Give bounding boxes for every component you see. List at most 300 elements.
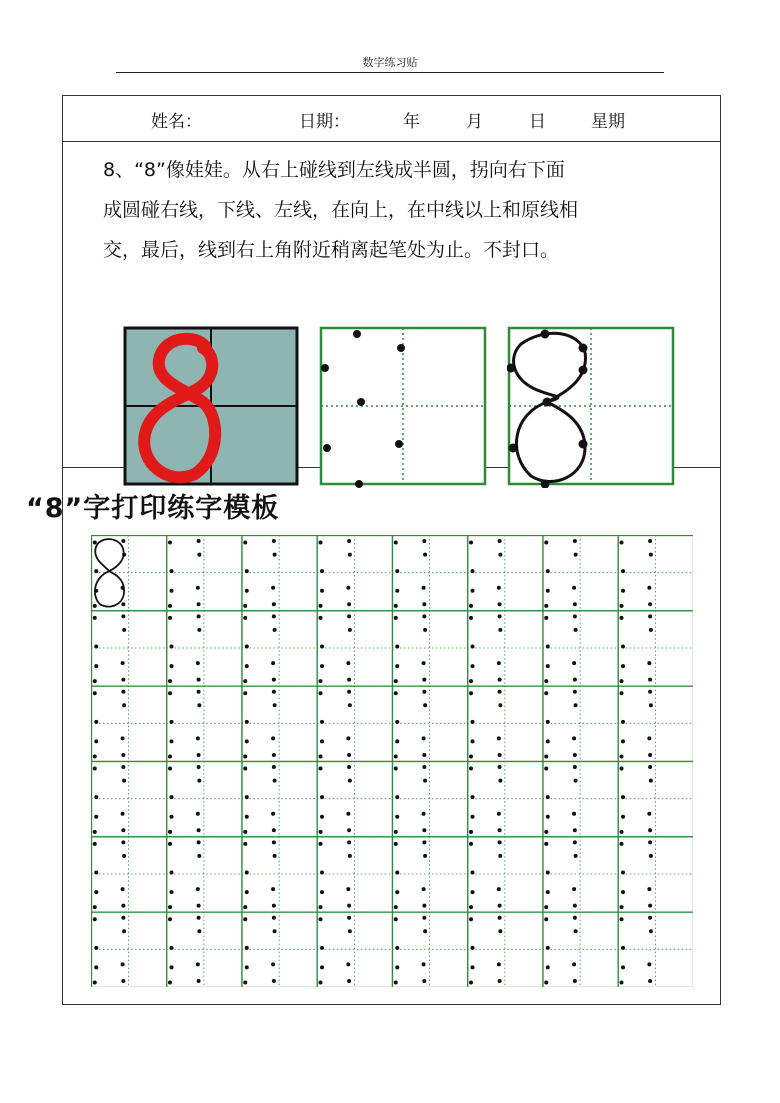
- guide-dot: [572, 962, 576, 966]
- guide-dot: [395, 720, 399, 724]
- guide-dot: [272, 904, 276, 908]
- demo-dot-guide: [319, 326, 495, 488]
- guide-dot: [648, 904, 652, 908]
- guide-dot: [621, 795, 625, 799]
- practice-cell: [167, 837, 242, 912]
- guide-dot: [121, 828, 125, 832]
- guide-dot: [620, 917, 624, 921]
- guide-dot: [423, 553, 427, 557]
- guide-dot: [168, 679, 172, 683]
- guide-dot: [621, 569, 625, 573]
- header-rule: [116, 72, 664, 73]
- guide-dot: [471, 965, 475, 969]
- guide-dot: [395, 870, 399, 874]
- guide-dot: [320, 644, 324, 648]
- guide-dot: [572, 812, 576, 816]
- guide-dot: [648, 539, 652, 543]
- guide-dot: [573, 753, 577, 757]
- guide-dot: [498, 916, 502, 920]
- guide-dot: [647, 887, 651, 891]
- guide-dot: [170, 569, 174, 573]
- guide-dot: [273, 628, 277, 632]
- guide-dot: [93, 754, 97, 758]
- instruction-text: [103, 150, 703, 270]
- guide-dot: [544, 905, 548, 909]
- guide-dot: [422, 736, 426, 740]
- guide-dot: [573, 678, 577, 682]
- guide-dot: [121, 661, 125, 665]
- guide-dot: [319, 830, 323, 834]
- guide-dot: [647, 736, 651, 740]
- guide-dot: [94, 965, 98, 969]
- practice-cell: [317, 686, 392, 761]
- guide-dot: [196, 962, 200, 966]
- guide-dot: [347, 678, 351, 682]
- guide-dot: [574, 703, 578, 707]
- guide-dot: [471, 870, 475, 874]
- guide-dot: [471, 795, 475, 799]
- guide-dot: [422, 765, 426, 769]
- guide-dot: [471, 739, 475, 743]
- practice-cell: [468, 536, 543, 611]
- guide-dot: [621, 644, 625, 648]
- guide-dot: [347, 614, 351, 618]
- practice-cell: [393, 611, 468, 686]
- practice-title: “8”字打印练字模板: [26, 493, 280, 524]
- guide-dot: [574, 779, 578, 783]
- guide-dot: [170, 870, 174, 874]
- practice-cell: [468, 837, 543, 912]
- guide-dot: [422, 887, 426, 891]
- guide-dot: [573, 539, 577, 543]
- guide-dot: [272, 678, 276, 682]
- guide-dot: [544, 754, 548, 758]
- guide-dot: [94, 664, 98, 668]
- guide-dot: [121, 678, 125, 682]
- guide-dot: [469, 541, 473, 545]
- guide-dot: [347, 765, 351, 769]
- guide-dot: [121, 736, 125, 740]
- guide-dot: [347, 979, 351, 983]
- guide-dot: [197, 753, 201, 757]
- guide-dot: [471, 664, 475, 668]
- guide-dot: [544, 604, 548, 608]
- guide-dot: [621, 890, 625, 894]
- guide-dot: [471, 815, 475, 819]
- guide-dot: [347, 690, 351, 694]
- guide-dot: [621, 870, 625, 874]
- guide-dot: [170, 739, 174, 743]
- guide-dot: [498, 614, 502, 618]
- guide-dot: [497, 661, 501, 665]
- guide-dot: [121, 962, 125, 966]
- guide-dot: [647, 812, 651, 816]
- guide-dot: [196, 887, 200, 891]
- day-label: 日: [529, 112, 546, 132]
- practice-cell: [317, 762, 392, 837]
- guide-dot: [621, 946, 625, 950]
- guide-dot: [348, 628, 352, 632]
- guide-dot: [395, 569, 399, 573]
- practice-cell: [242, 536, 317, 611]
- guide-dot: [394, 917, 398, 921]
- guide-dot: [121, 614, 125, 618]
- guide-dot: [572, 736, 576, 740]
- guide-dot: [546, 946, 550, 950]
- guide-dot: [395, 589, 399, 593]
- guide-dot: [621, 664, 625, 668]
- guide-dot: [471, 644, 475, 648]
- guide-dot: [94, 589, 98, 593]
- guide-dot: [649, 779, 653, 783]
- guide-dot: [395, 965, 399, 969]
- guide-dot: [394, 679, 398, 683]
- guide-dot: [272, 828, 276, 832]
- guide-dot: [544, 679, 548, 683]
- guide-dot: [243, 767, 247, 771]
- guide-dot: [469, 830, 473, 834]
- guide-dot: [347, 840, 351, 844]
- guide-dot: [170, 946, 174, 950]
- guide-dot: [319, 980, 323, 984]
- practice-cell: [543, 611, 618, 686]
- guide-dot: [272, 753, 276, 757]
- guide-dot: [469, 842, 473, 846]
- guide-dot: [573, 602, 577, 606]
- guide-dot: [546, 644, 550, 648]
- guide-dot: [319, 905, 323, 909]
- guide-dot: [121, 753, 125, 757]
- guide-dot: [121, 602, 125, 606]
- guide-dot: [168, 905, 172, 909]
- guide-dot: [243, 842, 247, 846]
- guide-dot: [395, 739, 399, 743]
- guide-dot: [422, 904, 426, 908]
- header-title: 数字练习贴: [362, 56, 418, 69]
- practice-cell: [468, 762, 543, 837]
- guide-dot: [422, 828, 426, 832]
- guide-dot: [572, 586, 576, 590]
- guide-dot: [620, 767, 624, 771]
- guide-dot: [197, 840, 201, 844]
- guide-dot: [422, 979, 426, 983]
- guide-dot: [121, 539, 125, 543]
- guide-dot: [94, 720, 98, 724]
- guide-dot: [93, 679, 97, 683]
- guide-dot: [273, 553, 277, 557]
- guide-dot: [243, 541, 247, 545]
- guide-dot: [168, 541, 172, 545]
- guide-dot: [93, 691, 97, 695]
- guide-dot: [544, 541, 548, 545]
- practice-cell: [167, 536, 242, 611]
- guide-dot: [394, 767, 398, 771]
- guide-dot: [168, 604, 172, 608]
- guide-dot: [469, 679, 473, 683]
- guide-dot: [498, 854, 502, 858]
- practice-cell: [393, 536, 468, 611]
- guide-dot: [197, 703, 201, 707]
- guide-dot: [319, 842, 323, 846]
- guide-dot: [319, 616, 323, 620]
- guide-dot: [197, 916, 201, 920]
- guide-dot: [121, 840, 125, 844]
- guide-dot: [245, 569, 249, 573]
- guide-dot: [319, 691, 323, 695]
- guide-dot: [395, 644, 399, 648]
- guide-dot: [346, 962, 350, 966]
- guide-dot: [394, 604, 398, 608]
- guide-dot: [94, 795, 98, 799]
- guide-dot: [168, 980, 172, 984]
- guide-dot: [271, 962, 275, 966]
- practice-cell: [242, 762, 317, 837]
- guide-dot: [394, 541, 398, 545]
- guide-dot: [93, 980, 97, 984]
- guide-dot: [620, 754, 624, 758]
- guide-dot: [243, 691, 247, 695]
- guide-dot: [544, 691, 548, 695]
- guide-dot: [544, 616, 548, 620]
- guide-dot: [573, 979, 577, 983]
- guide-dot: [498, 828, 502, 832]
- guide-dot: [245, 589, 249, 593]
- guide-dot: [574, 553, 578, 557]
- guide-dot: [197, 614, 201, 618]
- practice-cell: [468, 611, 543, 686]
- guide-dot: [197, 979, 201, 983]
- guide-dot: [245, 795, 249, 799]
- guide-dot: [546, 589, 550, 593]
- guide-dot: [197, 929, 201, 933]
- guide-dot: [497, 812, 501, 816]
- guide-dot: [243, 830, 247, 834]
- guide-dot: [347, 904, 351, 908]
- guide-dot: [620, 842, 624, 846]
- guide-dot: [620, 604, 624, 608]
- guide-dot: [648, 678, 652, 682]
- guide-dot: [196, 812, 200, 816]
- guide-dot: [93, 830, 97, 834]
- guide-dot: [422, 602, 426, 606]
- guide-dot: [621, 739, 625, 743]
- guide-dot: [94, 815, 98, 819]
- guide-dot: [394, 830, 398, 834]
- guide-dot: [197, 553, 201, 557]
- guide-dot: [497, 962, 501, 966]
- guide-dot: [348, 553, 352, 557]
- guide-dot: [272, 690, 276, 694]
- guide-dot: [197, 904, 201, 908]
- practice-cell: [543, 686, 618, 761]
- guide-dot: [196, 736, 200, 740]
- practice-cell: [393, 837, 468, 912]
- practice-cell: [317, 611, 392, 686]
- guide-dot: [647, 962, 651, 966]
- guide-dot: [272, 979, 276, 983]
- guide-dot: [168, 830, 172, 834]
- instruction-line-2: 成圆碰右线，下线、左线，在向上，在中线以上和原线相: [103, 199, 579, 221]
- guide-dot: [197, 602, 201, 606]
- guide-dot: [648, 979, 652, 983]
- guide-dot: [498, 979, 502, 983]
- guide-dot: [394, 754, 398, 758]
- guide-dot: [649, 703, 653, 707]
- guide-dot: [498, 602, 502, 606]
- guide-dot: [94, 890, 98, 894]
- guide-dot: [197, 854, 201, 858]
- guide-dot: [422, 690, 426, 694]
- guide-dot: [347, 753, 351, 757]
- guide-dot: [347, 828, 351, 832]
- guide-dot: [422, 661, 426, 665]
- guide-dot: [498, 703, 502, 707]
- guide-dot: [170, 644, 174, 648]
- guide-dot: [273, 779, 277, 783]
- guide-dot: [319, 917, 323, 921]
- guide-dot: [272, 916, 276, 920]
- guide-dot: [93, 842, 97, 846]
- guide-dot: [498, 553, 502, 557]
- guide-dot: [621, 965, 625, 969]
- guide-dot: [546, 569, 550, 573]
- guide-dot: [546, 739, 550, 743]
- guide-dot: [422, 678, 426, 682]
- guide-dot: [395, 946, 399, 950]
- guide-dot: [197, 678, 201, 682]
- guide-dot: [170, 664, 174, 668]
- guide-dot: [170, 890, 174, 894]
- guide-dot: [245, 890, 249, 894]
- guide-dot: [648, 602, 652, 606]
- guide-dot: [320, 664, 324, 668]
- guide-dot: [471, 589, 475, 593]
- guide-dot: [422, 614, 426, 618]
- guide-dot: [649, 553, 653, 557]
- guide-dot: [471, 720, 475, 724]
- guide-dot: [245, 644, 249, 648]
- guide-dot: [243, 980, 247, 984]
- guide-dot: [620, 905, 624, 909]
- guide-dot: [648, 753, 652, 757]
- guide-dot: [347, 602, 351, 606]
- guide-dot: [348, 779, 352, 783]
- guide-dot: [498, 765, 502, 769]
- guide-dot: [394, 905, 398, 909]
- info-row: [63, 96, 720, 142]
- name-label: 姓名：: [151, 112, 202, 132]
- practice-cell: [242, 686, 317, 761]
- guide-dot: [346, 736, 350, 740]
- guide-dot: [320, 890, 324, 894]
- guide-dot: [245, 739, 249, 743]
- guide-dot: [423, 854, 427, 858]
- guide-dot: [94, 644, 98, 648]
- guide-dot: [498, 690, 502, 694]
- guide-dot: [647, 586, 651, 590]
- practice-cell: [468, 686, 543, 761]
- guide-dot: [497, 736, 501, 740]
- guide-dot: [574, 854, 578, 858]
- guide-dot: [170, 965, 174, 969]
- guide-dot: [93, 541, 97, 545]
- practice-cell: [167, 611, 242, 686]
- practice-cell: [92, 837, 167, 912]
- guide-dot: [423, 628, 427, 632]
- guide-dot: [621, 815, 625, 819]
- practice-cell: [317, 837, 392, 912]
- guide-dot: [122, 703, 126, 707]
- guide-dot: [648, 690, 652, 694]
- guide-dot: [245, 965, 249, 969]
- guide-dot: [572, 661, 576, 665]
- guide-dot: [243, 754, 247, 758]
- guide-dot: [197, 690, 201, 694]
- guide-dot: [121, 979, 125, 983]
- guide-dot: [471, 569, 475, 573]
- guide-dot: [93, 905, 97, 909]
- guide-dot: [170, 795, 174, 799]
- guide-dot: [320, 795, 324, 799]
- guide-dot: [573, 614, 577, 618]
- guide-dot: [243, 616, 247, 620]
- guide-dot: [319, 679, 323, 683]
- guide-dot: [498, 840, 502, 844]
- guide-dot: [544, 767, 548, 771]
- guide-dot: [272, 765, 276, 769]
- guide-dot: [347, 539, 351, 543]
- guide-dot: [320, 965, 324, 969]
- guide-dot: [422, 586, 426, 590]
- guide-dot: [272, 614, 276, 618]
- guide-dot: [122, 553, 126, 557]
- guide-dot: [620, 980, 624, 984]
- guide-dot: [395, 664, 399, 668]
- guide-dot: [498, 539, 502, 543]
- guide-dot: [422, 916, 426, 920]
- guide-dot: [197, 779, 201, 783]
- guide-dot: [320, 739, 324, 743]
- guide-dot: [620, 541, 624, 545]
- guide-dot: [573, 690, 577, 694]
- guide-dot: [544, 980, 548, 984]
- guide-dot: [469, 980, 473, 984]
- guide-dot: [121, 586, 125, 590]
- guide-dot: [546, 965, 550, 969]
- guide-dot: [197, 539, 201, 543]
- practice-cell: [317, 536, 392, 611]
- guide-dot: [620, 616, 624, 620]
- guide-dot: [121, 904, 125, 908]
- guide-dot: [422, 840, 426, 844]
- year-label: 年: [403, 112, 420, 132]
- guide-dot: [320, 569, 324, 573]
- guide-dot: [573, 904, 577, 908]
- practice-cell: [92, 686, 167, 761]
- demo-traced-eight: [507, 326, 683, 488]
- guide-dot: [469, 616, 473, 620]
- guide-dot: [121, 690, 125, 694]
- guide-dot: [168, 691, 172, 695]
- guide-dot: [168, 767, 172, 771]
- guide-dot: [243, 679, 247, 683]
- guide-dot: [546, 890, 550, 894]
- instruction-line-3: 交，最后，线到右上角附近稍离起笔处为止。不封口。: [103, 239, 560, 261]
- guide-dot: [319, 604, 323, 608]
- guide-dot: [573, 765, 577, 769]
- guide-dot: [394, 842, 398, 846]
- guide-dot: [122, 854, 126, 858]
